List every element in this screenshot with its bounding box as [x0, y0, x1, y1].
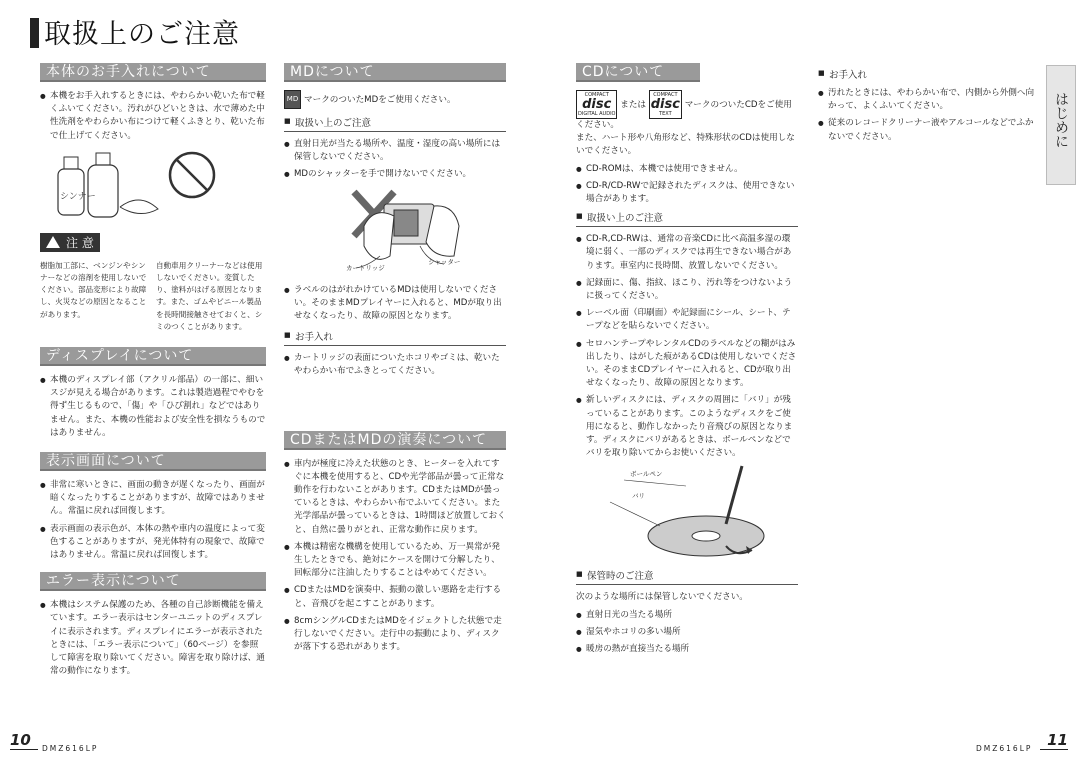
column-3 [576, 63, 798, 660]
caution-badge [40, 233, 100, 252]
list-item: ● CDまたはMDを演奏中、振動の激しい悪路を走行すると、音飛びを起こすことがあります。 [284, 584, 506, 610]
list-item: ● 新しいディスクには、ディスクの周囲に「バリ」が残っていることがあります。このようなディスクをご使用になると、動作しなかったり音飛びの原因となります。ディスクにバリがあるときは、ボールペンなどでバリを取り除いてからお使いください。 [576, 394, 798, 460]
error-display-heading: エラー表示について [40, 572, 266, 591]
cd-shape-note: また、ハート形や八角形など、特殊形状のCDは使用しないでください。 [576, 133, 795, 157]
column-1 [40, 63, 266, 682]
cd-mark-text: マークのついたCDをご使用ください。 [576, 100, 792, 130]
list-item: ● 直射日光が当たる場所や、温度・湿度の高い場所には保管しないでください。 [284, 138, 506, 164]
list-item: ● カートリッジの表面についたホコリやゴミは、乾いたやわらかい布でふきとってください。 [284, 352, 506, 378]
md-hands-image [294, 186, 494, 276]
left-page-number: 10 [10, 731, 31, 749]
list-item: ● 本機はシステム保護のため、各種の自己診断機能を備えています。エラー表示はセンターユニットのディスプレイに表示されます。ディスプレイにエラーが表示されたときには、「エラー表示について」（60ページ）を参照して障害を取り除いてください。障害を取り除けば、通常の動作になります。 [40, 599, 266, 678]
playback-list [284, 458, 506, 655]
display-screen-heading: 表示画面について [40, 452, 266, 471]
list-item: ● MDのシャッターを手で開けないでください。 [284, 168, 506, 181]
caution-note-right: 自動車用クリーナーなどは使用しないでください。変質したり、塗料がはげる原因となります。また、ゴムやビニール製品を長時間接触させておくと、シミのつくことがあります。 [156, 260, 263, 331]
left-model-number: DMZ616LP [42, 744, 99, 753]
section-tab-label: はじめに [1053, 92, 1069, 148]
md-care-list [284, 352, 506, 378]
display-list [40, 374, 266, 440]
list-item: ● 本機をお手入れするときには、やわらかい乾いた布で軽くふいてください。汚れがひどいときは、水で薄めた中性洗剤をやわらかい布につけて軽くふきとり、乾いた布で仕上げてください。 [40, 90, 266, 143]
list-item: ● 汚れたときには、やわらかい布で、内側から外側へ向かって、よくふいてください。 [818, 87, 1040, 113]
cd-care-heading: ■ お手入れ [818, 67, 1040, 81]
cd-heading: CDについて [576, 63, 700, 82]
compact-disc-logo-icon [576, 90, 617, 119]
body-care-heading: 本体のお手入れについて [40, 63, 266, 82]
cd-storage-list [576, 609, 798, 657]
display-screen-list [40, 479, 266, 562]
md-heading: MDについて [284, 63, 506, 82]
cd-handling-heading: ■ 取扱い上のご注意 [576, 210, 798, 227]
cleaning-illustration [40, 147, 266, 223]
md-shutter-illustration [284, 186, 506, 284]
pen-label: ボールペン [630, 470, 663, 479]
burr-label: バリ [632, 492, 645, 501]
list-item: ● 本機のディスプレイ部（アクリル部品）の一部に、細いスジが見える場合があります。これは製造過程でやむを得ず生じるもので、「傷」や「ひび割れ」などではありません。また、本機の性能および安全性を損なうものではありません。 [40, 374, 266, 440]
cd-care-list [818, 87, 1040, 144]
list-item: ● 直射日光の当たる場所 [576, 609, 798, 622]
or-text: または [620, 100, 647, 110]
md-mark-text: マークのついたMDをご使用ください。 [304, 95, 456, 105]
warning-icon [46, 236, 60, 248]
cd-list [576, 163, 798, 207]
body-care-list [40, 90, 266, 143]
shutter-label: シャッター [428, 257, 461, 266]
burr-removal-illustration [576, 464, 798, 564]
cd-handling-list [576, 233, 798, 460]
list-item: ● レーベル面（印刷面）や記録面にシール、シート、テープなどを貼らないでください。 [576, 307, 798, 333]
list-item: ● 表示画面の表示色が、本体の熱や車内の温度によって変色することがありますが、発光体特有の現象で、故障ではありません。常温に戻れば回復します。 [40, 523, 266, 563]
list-item: ● 暖房の熱が直接当たる場所 [576, 643, 798, 656]
column-2 [284, 63, 506, 658]
list-item: ● CD-ROMは、本機では使用できません。 [576, 163, 798, 176]
solvent-bottles-image [40, 147, 240, 223]
cd-mark-line [576, 90, 798, 132]
list-item: ● ラベルのはがれかけているMDは使用しないでください。そのままMDプレイヤーに入れると、MDが取り出せなくなったり、故障の原因となります。 [284, 284, 506, 324]
caution-notes [40, 260, 266, 333]
cd-text-logo-icon [649, 90, 682, 119]
title-marker [30, 18, 39, 48]
list-item: ● 車内が極度に冷えた状態のとき、ヒーターを入れてすぐに本機を使用すると、CDや光学部品が曇って正常な動作を行わないことがあります。CDまたはMDが曇っているときは、やわらかい布でふいてください。また光学部品が曇っているときは、1時間ほど放置しておくと、自然に曇りがとれ、正常な動作に戻ります。 [284, 458, 506, 537]
list-item: ● 非常に寒いときに、画面の動きが遅くなったり、画面が暗くなったりすることがありますが、故障ではありません。常温に戻れば回復します。 [40, 479, 266, 519]
list-item: ● セロハンテープやレンタルCDのラベルなどの糊がはみ出したり、はがした痕があるCDは使用しないでください。そのままCDプレイヤーに入れると、CDが取り出せなくなったり、故障の原因となります。 [576, 338, 798, 391]
right-page-number: 11 [1047, 731, 1068, 749]
right-model-number: DMZ616LP [976, 744, 1033, 753]
cd-text-logo-top: COMPACT [653, 92, 678, 98]
left-page-number-rule [10, 730, 38, 750]
list-item: ● CD-R,CD-RWは、通常の音楽CDに比べ高温多湿の環境に弱く、一部のディスクでは再生できない場合があります。車室内に長時間、放置しないでください。 [576, 233, 798, 273]
cd-storage-intro: 次のような場所には保管しないでください。 [576, 592, 748, 603]
caution-note-left: 樹脂加工部に、ベンジンやシンナーなどの溶剤を使用しないでください。部品変形により故障し、火災などの原因となることがあります。 [40, 260, 147, 319]
cd-text-logo-mid: disc [650, 97, 680, 112]
cd-logo-top: COMPACT [584, 92, 609, 98]
md-mark-line [284, 90, 506, 109]
md-logo: MD [284, 90, 301, 109]
playback-heading: CDまたはMDの演奏について [284, 431, 506, 450]
cd-text-logo-bottom: TEXT [659, 111, 672, 117]
list-item: ● 湿気やホコリの多い場所 [576, 626, 798, 639]
list-item: ● 記録面に、傷、指紋、ほこり、汚れ等をつけないように扱ってください。 [576, 277, 798, 303]
list-item: ● 本機は精密な機構を使用しているため、万一異常が発生したときでも、絶対にケースを開けて分解したり、回転部分に注油したりすることはやめてください。 [284, 541, 506, 581]
cartridge-label: カートリッジ [346, 263, 385, 272]
cd-logo-bottom: DIGITAL AUDIO [578, 111, 616, 117]
list-item: ● 8cmシングルCDまたはMDをイジェクトした状態で走行しないでください。走行中の振動により、ディスクが落下する恐れがあります。 [284, 615, 506, 655]
svg-text:シンナー: シンナー [60, 191, 96, 202]
cd-logo-mid: disc [582, 97, 612, 112]
md-handling-heading: ■ 取扱い上のご注意 [284, 115, 506, 132]
disc-pen-image [576, 464, 776, 564]
cd-storage-heading: ■ 保管時のご注意 [576, 568, 798, 585]
section-tab[interactable] [1046, 65, 1076, 185]
right-page-number-rule [1040, 730, 1068, 750]
md-peel-list [284, 284, 506, 324]
list-item: ● CD-R/CD-RWで記録されたディスクは、使用できない場合があります。 [576, 180, 798, 206]
display-heading: ディスプレイについて [40, 347, 266, 366]
md-care-heading: ■ お手入れ [284, 329, 506, 346]
page-title: 取扱上のご注意 [44, 19, 240, 50]
error-display-list [40, 599, 266, 678]
column-4 [818, 63, 1040, 148]
caution-label: 注 意 [66, 235, 94, 250]
md-handling-list [284, 138, 506, 182]
list-item: ● 従来のレコードクリーナー液やアルコールなどでふかないでください。 [818, 117, 1040, 143]
